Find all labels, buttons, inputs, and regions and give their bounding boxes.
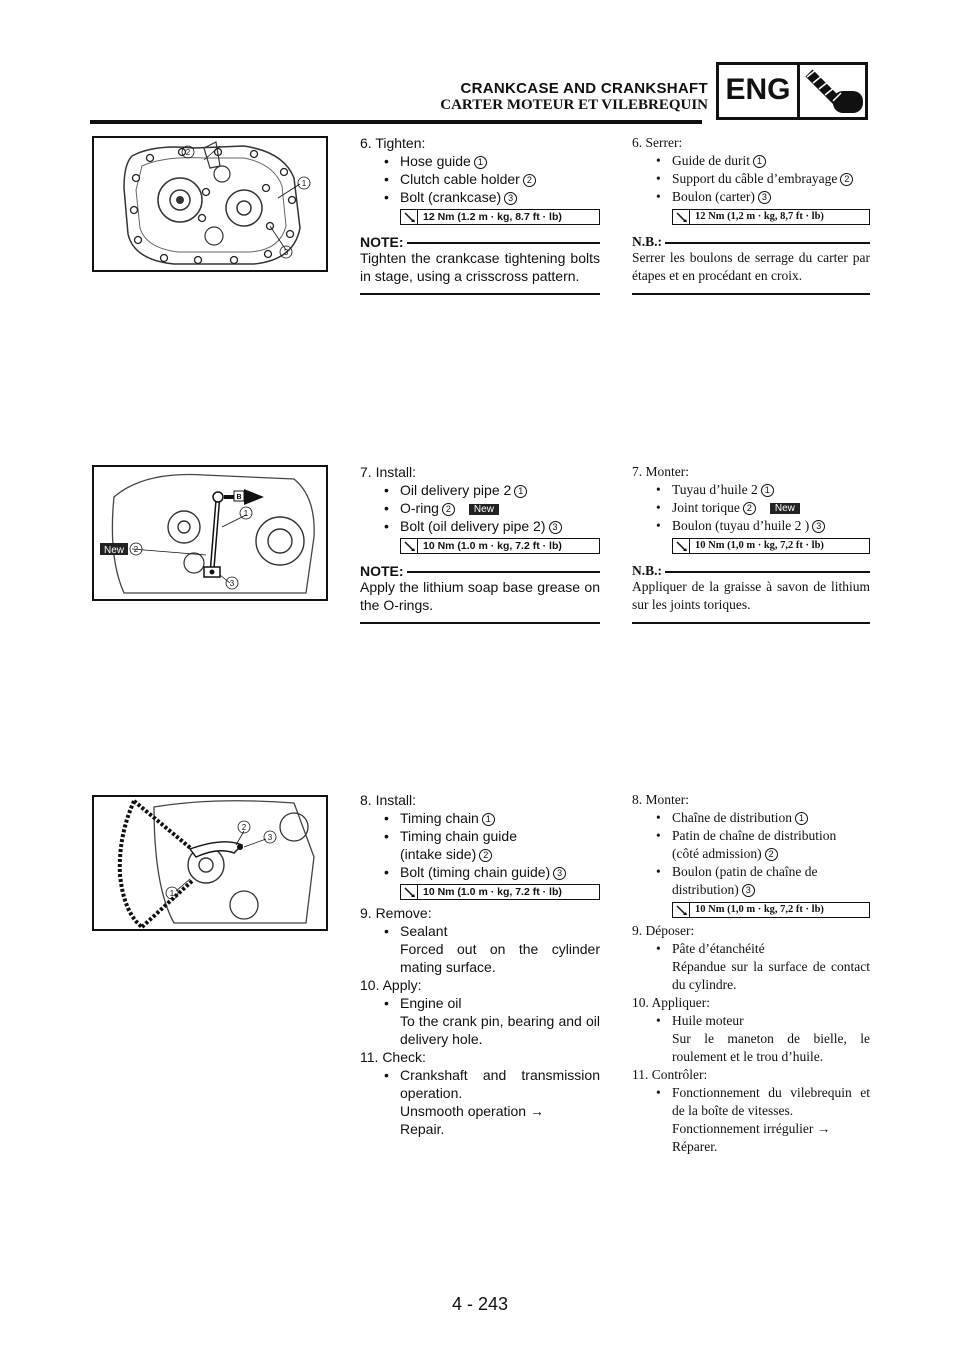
list-item: • Tuyau d’huile 2 1 [632, 481, 870, 499]
new-badge: New [469, 504, 499, 515]
list-item-detail: Réparer. [672, 1139, 718, 1154]
new-badge: New [770, 503, 800, 514]
section-badge [716, 62, 868, 120]
list-item-continuation: (intake side) 2 [360, 845, 600, 863]
fr-step-6 [632, 134, 870, 295]
list-item: • Oil delivery pipe 2 1 [360, 481, 600, 499]
crankcase-illustration [94, 138, 326, 270]
torque-wrench-icon [673, 903, 690, 917]
note-rule [360, 293, 600, 295]
torque-spec: 12 Nm (1,2 m · kg, 8,7 ft · lb) [672, 209, 870, 225]
list-item: • O-ring 2 New [360, 499, 600, 517]
figure-oil-delivery-pipe [92, 465, 328, 601]
note-rule [632, 622, 870, 624]
section-label: ENG [725, 73, 791, 106]
list-item: • Support du câble d’embrayage 2 [632, 170, 870, 188]
fig2-callout-3: 3 [229, 579, 235, 588]
note-heading: NOTE: [360, 233, 600, 249]
fr-steps-8-11 [632, 791, 870, 1156]
list-item: • Boulon (tuyau d’huile 2 ) 3 [632, 517, 870, 535]
note-text: Apply the lithium soap base grease on the O-rings. [360, 579, 600, 613]
list-item: • Boulon (carter) 3 [632, 188, 870, 206]
list-item-detail: Fonctionnement irrégulier → [672, 1121, 831, 1136]
header-rule [90, 120, 702, 124]
list-item: • Hose guide 1 [360, 152, 600, 170]
list-item: • Timing chain guide [360, 827, 600, 845]
list-item: • Joint torique 2 New [632, 499, 870, 517]
note-heading: N.B.: [632, 562, 870, 578]
en-step-11-head: 11. Check: [360, 1049, 426, 1065]
en-step-9-head: 9. Remove: [360, 905, 432, 921]
list-item-detail: Forced out on the cylinder mating surface. [400, 941, 600, 975]
fig3-callout-1: 1 [169, 889, 175, 898]
header-title-en: CRANKCASE AND CRANKSHAFT [460, 80, 708, 97]
torque-spec: 12 Nm (1.2 m · kg, 8.7 ft · lb) [400, 209, 600, 225]
svg-text:B: B [236, 494, 242, 501]
fig2-callout-1: 1 [243, 509, 249, 518]
list-item: • Sealant [360, 922, 600, 940]
torque-spec: 10 Nm (1.0 m · kg, 7.2 ft · lb) [400, 538, 600, 554]
torque-spec: 10 Nm (1,0 m · kg, 7,2 ft · lb) [672, 538, 870, 554]
header-title-fr: CARTER MOTEUR ET VILEBREQUIN [440, 97, 708, 113]
fig2-new-badge: New [103, 545, 125, 556]
fr-step-8-head: 8. Monter: [632, 792, 689, 807]
list-item-detail: Unsmooth operation → [400, 1103, 544, 1119]
en-step-7-head: 7. Install: [360, 464, 417, 480]
page-number: 4 - 243 [451, 1294, 509, 1314]
list-item-detail: Répandue sur la surface de contact du cylindre. [672, 959, 870, 992]
fr-step-9-head: 9. Déposer: [632, 923, 695, 938]
torque-wrench-icon [673, 539, 690, 553]
timing-chain-illustration [94, 797, 326, 929]
torque-wrench-icon [401, 539, 418, 553]
list-item-detail: Repair. [400, 1121, 445, 1137]
list-item: • Guide de durit 1 [632, 152, 870, 170]
note-text: Tighten the crankcase tightening bolts in stage, using a crisscross pattern. [360, 250, 600, 284]
note-text: Appliquer de la graisse à savon de lithium sur les joints toriques. [632, 579, 870, 612]
list-item: • Boulon (patin de chaîne de distribution) 3 [632, 863, 870, 899]
oil-pipe-illustration [94, 467, 326, 599]
fig1-callout-2: 2 [185, 148, 191, 157]
fig1-callout-3: 3 [283, 248, 289, 257]
fig3-callout-2: 2 [241, 823, 247, 832]
note-heading: NOTE: [360, 562, 600, 578]
list-item: • Crankshaft and transmission operation. [360, 1066, 600, 1102]
fig2-callout-2: 2 [133, 545, 139, 554]
list-item: • Pâte d’étanchéité [632, 940, 870, 958]
list-item: • Clutch cable holder 2 [360, 170, 600, 188]
list-item: • Fonctionnement du vilebrequin et de la boîte de vitesses. [632, 1084, 870, 1120]
torque-spec: 10 Nm (1,0 m · kg, 7,2 ft · lb) [672, 902, 870, 918]
list-item-detail: Sur le maneton de bielle, le roulement et le trou d’huile. [672, 1031, 870, 1064]
list-item: • Huile moteur [632, 1012, 870, 1030]
fr-step-10-head: 10. Appliquer: [632, 995, 710, 1010]
list-item-continuation: (côté admission) 2 [632, 845, 870, 863]
en-step-7 [360, 463, 600, 624]
note-heading: N.B.: [632, 233, 870, 249]
figure-crankcase-bolts [92, 136, 328, 272]
fig3-callout-3: 3 [267, 833, 273, 842]
list-item: • Bolt (timing chain guide) 3 [360, 863, 600, 881]
torque-wrench-icon [401, 210, 418, 224]
list-item: • Patin de chaîne de distribution [632, 827, 870, 845]
fr-step-11-head: 11. Contrôler: [632, 1067, 708, 1082]
en-step-10-head: 10. Apply: [360, 977, 422, 993]
en-step-6-head: 6. Tighten: [360, 135, 426, 151]
note-text: Serrer les boulons de serrage du carter par étapes et en procédant en croix. [632, 250, 870, 283]
list-item: • Bolt (oil delivery pipe 2) 3 [360, 517, 600, 535]
torque-wrench-icon [673, 210, 690, 224]
engine-icon [803, 67, 867, 119]
en-steps-8-11 [360, 791, 600, 1138]
fr-step-7-head: 7. Monter: [632, 464, 689, 479]
list-item-detail: To the crank pin, bearing and oil delivery hole. [400, 1013, 600, 1047]
list-item: • Timing chain 1 [360, 809, 600, 827]
fig1-callout-1: 1 [301, 179, 307, 188]
list-item: • Engine oil [360, 994, 600, 1012]
en-step-6 [360, 134, 600, 295]
torque-spec: 10 Nm (1.0 m · kg, 7.2 ft · lb) [400, 884, 600, 900]
en-step-8-head: 8. Install: [360, 792, 417, 808]
list-item: • Bolt (crankcase) 3 [360, 188, 600, 206]
torque-wrench-icon [401, 885, 418, 899]
fr-step-7 [632, 463, 870, 624]
note-rule [632, 293, 870, 295]
list-item: • Chaîne de distribution 1 [632, 809, 870, 827]
figure-timing-chain [92, 795, 328, 931]
note-rule [360, 622, 600, 624]
fr-step-6-head: 6. Serrer: [632, 135, 683, 150]
